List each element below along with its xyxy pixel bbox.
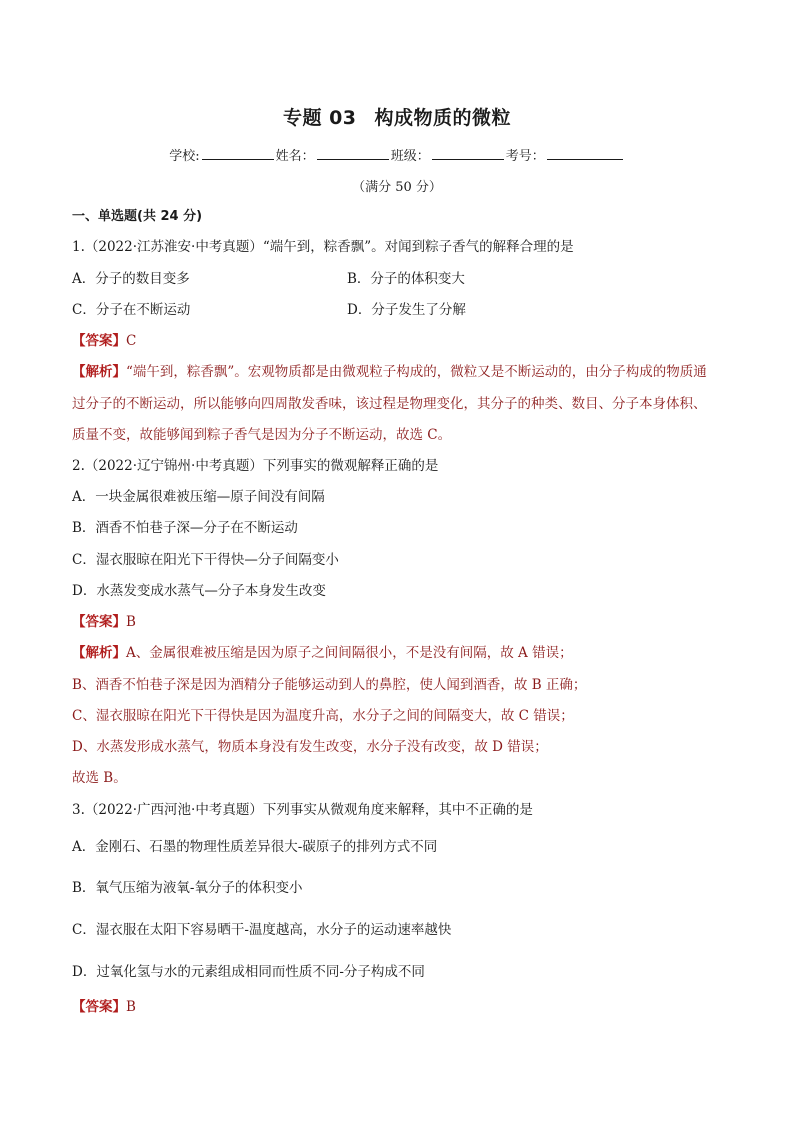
section-title: 一、单选题(共 24 分): [72, 209, 203, 224]
exam-number-blank[interactable]: [547, 146, 623, 160]
q2-analysis-line-4: D、水蒸发形成水蒸气，物质本身没有发生改变，水分子没有改变，故 D 错误；: [72, 739, 548, 755]
q1-analysis-line-2: 过分子的不断运动，所以能够向四周散发香味，该过程是物理变化，其分子的种类、数目、分子本身体积、: [72, 396, 707, 412]
class-label: 班级：: [390, 149, 430, 164]
q3-answer: [72, 997, 136, 1017]
q2-analysis-line-2: B、酒香不怕巷子深是因为酒精分子能够运动到人的鼻腔，使人闻到酒香，故 B 正确；: [72, 677, 587, 693]
q2-analysis-line-3: C、湿衣服晾在阳光下干得快是因为温度升高，水分子之间的间隔变大，故 C 错误；: [72, 708, 574, 724]
q2-answer: [72, 612, 136, 632]
q3-option-d: D．过氧化氢与水的元素组成相同而性质不同-分子构成不同: [72, 964, 425, 980]
q3-option-b: B．氧气压缩为液氧-氧分子的体积变小: [72, 880, 303, 896]
q1-analysis-line-3: 质量不变，故能够闻到粽子香气是因为分子不断运动，故选 C。: [72, 427, 452, 443]
q1-option-d: D．分子发生了分解: [347, 302, 466, 318]
q2-option-c: C．湿衣服晾在阳光下干得快—分子间隔变小: [72, 552, 339, 568]
q1-analysis-line-1: 【解析】“端午到，粽香飘”。宏观物质都是由微观粒子构成的，微粒又是不断运动的，由分子构成的物质通: [72, 364, 707, 380]
q3-option-c: C．湿衣服在太阳下容易晒干-温度越高，水分子的运动速率越快: [72, 922, 452, 938]
q1-option-b: B．分子的体积变大: [347, 271, 465, 287]
name-label: 姓名：: [275, 149, 315, 164]
answer-label: 【答案】: [72, 614, 126, 630]
analysis-label: 【解析】: [72, 645, 126, 661]
q3-option-a: A．金刚石、石墨的物理性质差异很大-碳原子的排列方式不同: [72, 839, 438, 855]
page-title: [0, 103, 794, 130]
q2-option-a: A．一块金属很难被压缩—原子间没有间隔: [72, 489, 325, 505]
q1-option-c: C．分子在不断运动: [72, 302, 191, 318]
name-blank[interactable]: [317, 146, 389, 160]
title-text: 构成物质的微粒: [374, 107, 512, 129]
school-label: 学校:: [169, 149, 200, 164]
student-info-row: [0, 145, 794, 164]
q3-stem: 3.（2022·广西河池·中考真题）下列事实从微观角度来解释，其中不正确的是: [72, 802, 533, 818]
q1-answer: [72, 331, 136, 351]
answer-label: 【答案】: [72, 999, 126, 1015]
school-blank[interactable]: [202, 146, 274, 160]
title-number: 专题 03: [282, 107, 357, 129]
q3-answer-value: B: [126, 999, 136, 1015]
q2-analysis-line-5: 故选 B。: [72, 770, 127, 786]
analysis-label: 【解析】: [72, 364, 126, 380]
q2-option-b: B．酒香不怕巷子深—分子在不断运动: [72, 520, 298, 536]
full-score: （满分 50 分）: [352, 180, 442, 195]
class-blank[interactable]: [432, 146, 504, 160]
q1-option-a: A．分子的数目变多: [72, 271, 190, 287]
answer-label: 【答案】: [72, 333, 126, 349]
q2-answer-value: B: [126, 614, 136, 630]
q1-stem: 1.（2022·江苏淮安·中考真题）“端午到，粽香飘”。对闻到粽子香气的解释合理的是: [72, 239, 574, 255]
exam-number-label: 考号：: [505, 149, 545, 164]
q2-analysis-line-1: 【解析】A、金属很难被压缩是因为原子之间间隔很小，不是没有间隔，故 A 错误；: [72, 645, 573, 661]
q2-option-d: D．水蒸发变成水蒸气—分子本身发生改变: [72, 583, 326, 599]
q1-answer-value: C: [126, 333, 137, 349]
q2-stem: 2.（2022·辽宁锦州·中考真题）下列事实的微观解释正确的是: [72, 458, 439, 474]
